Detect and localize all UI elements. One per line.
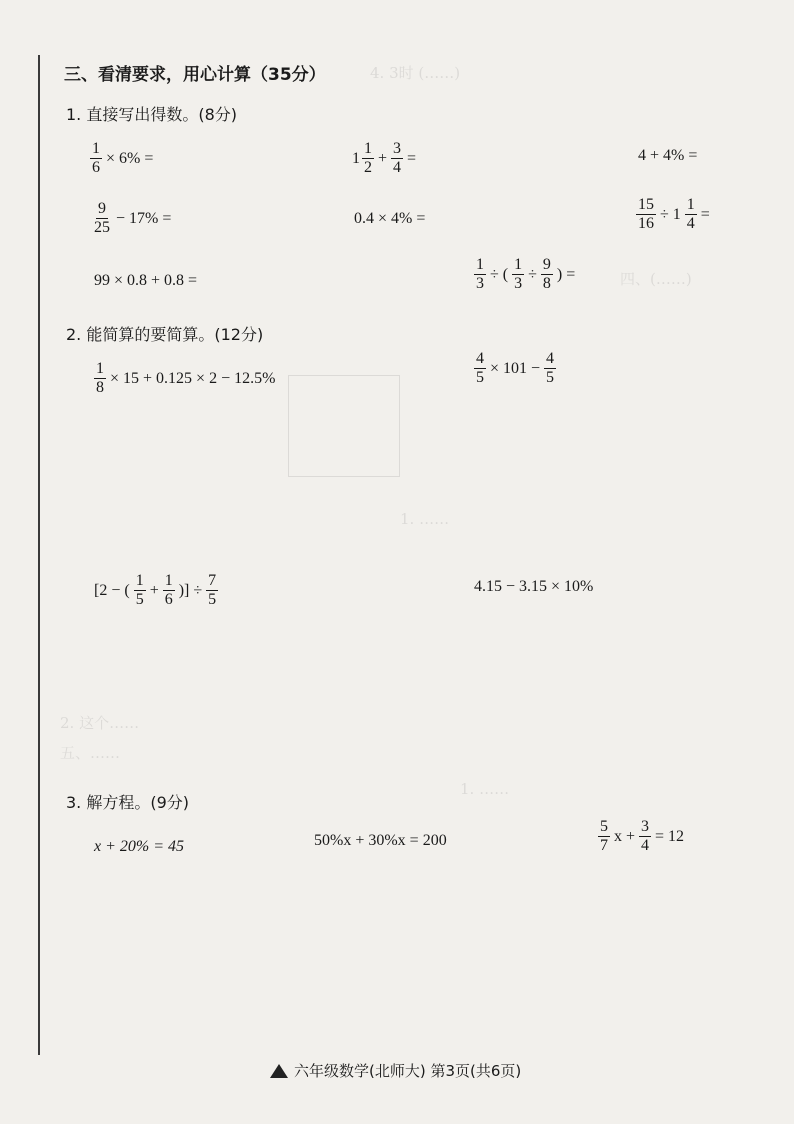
question-3-label: 3. 解方程。(9分) (66, 793, 190, 812)
question-1-label: 1. 直接写出得数。(8分) (66, 105, 238, 124)
fraction: $\frac{15}{16}$ (638, 196, 654, 232)
margin-line (38, 55, 40, 1055)
publisher-logo-icon (270, 1064, 288, 1078)
fraction: $\frac{1}{8}$ (96, 360, 104, 396)
fraction: $\frac{1}{3}$ (476, 256, 484, 292)
question-2-label: 2. 能简算的要简算。(12分) (66, 325, 264, 344)
q3-item-3: $\frac{5}{7}$ x + $\frac{3}{4}$ = 12 (600, 818, 685, 854)
fraction: $\frac{7}{5}$ (208, 572, 217, 608)
fraction: $\frac{4}{5}$ (546, 350, 555, 386)
fraction: $\frac{1}{3}$ (514, 256, 523, 292)
q3-item-1: x + 20% = 45 (94, 838, 185, 855)
fraction: $\frac{3}{4}$ (641, 818, 650, 854)
fraction: $\frac{1}{4}$ (686, 196, 695, 232)
fraction: $\frac{1}{6}$ (164, 572, 173, 608)
section-title: 三、看清要求，用心计算（35分） (64, 65, 326, 85)
q1-item-1: $\frac{1}{6}$ × 6% = (92, 140, 154, 176)
q1-item-7: 99 × 0.8 + 0.8 = (94, 272, 198, 289)
bleed-text: 五、…… (60, 744, 121, 762)
bleed-text: 4. 3时 (……) (370, 64, 461, 82)
page-footer (270, 1060, 521, 1081)
q1-item-8: $\frac{1}{3}$ ÷ ( $\frac{1}{3}$ ÷ $\frac{9}{8}$ ) = (476, 256, 576, 292)
bleed-box (288, 375, 400, 477)
q1-item-3: 4 + 4% = (638, 147, 698, 164)
bleed-text: 1. …… (400, 510, 450, 528)
q2-item-3: [2 − ( $\frac{1}{5}$ + $\frac{1}{6}$ )] ÷ $\frac{7}{5}$ (94, 572, 217, 608)
fraction: $\frac{1}{5}$ (135, 572, 144, 608)
fraction: $\frac{1}{2}$ (364, 140, 372, 176)
q2-item-4: 4.15 − 3.15 × 10% (474, 578, 594, 595)
bleed-text: 2. 这个…… (60, 714, 140, 732)
q3-item-2: 50%x + 30%x = 200 (314, 832, 447, 849)
q1-item-6: $\frac{15}{16}$ ÷ 1 $\frac{1}{4}$ = (638, 196, 710, 232)
fraction: $\frac{4}{5}$ (476, 350, 484, 386)
q1-item-4: $\frac{9}{25}$ − 17% = (94, 200, 172, 236)
bleed-text: 四、(……) (620, 270, 692, 288)
q2-item-2: $\frac{4}{5}$ × 101 − $\frac{4}{5}$ (476, 350, 555, 386)
q1-item-5: 0.4 × 4% = (354, 210, 426, 227)
fraction: $\frac{9}{25}$ (94, 200, 110, 236)
q2-item-1: $\frac{1}{8}$ × 15 + 0.125 × 2 − 12.5% (96, 360, 276, 396)
fraction: $\frac{9}{8}$ (542, 256, 551, 292)
fraction: $\frac{5}{7}$ (600, 818, 608, 854)
q1-item-2: 1 $\frac{1}{2}$ + $\frac{3}{4}$ = (352, 140, 417, 176)
bleed-text: 1. …… (460, 780, 510, 798)
fraction: $\frac{3}{4}$ (393, 140, 402, 176)
fraction: $\frac{1}{6}$ (92, 140, 100, 176)
footer-text: 六年级数学(北师大) 第3页(共6页) (294, 1062, 522, 1080)
